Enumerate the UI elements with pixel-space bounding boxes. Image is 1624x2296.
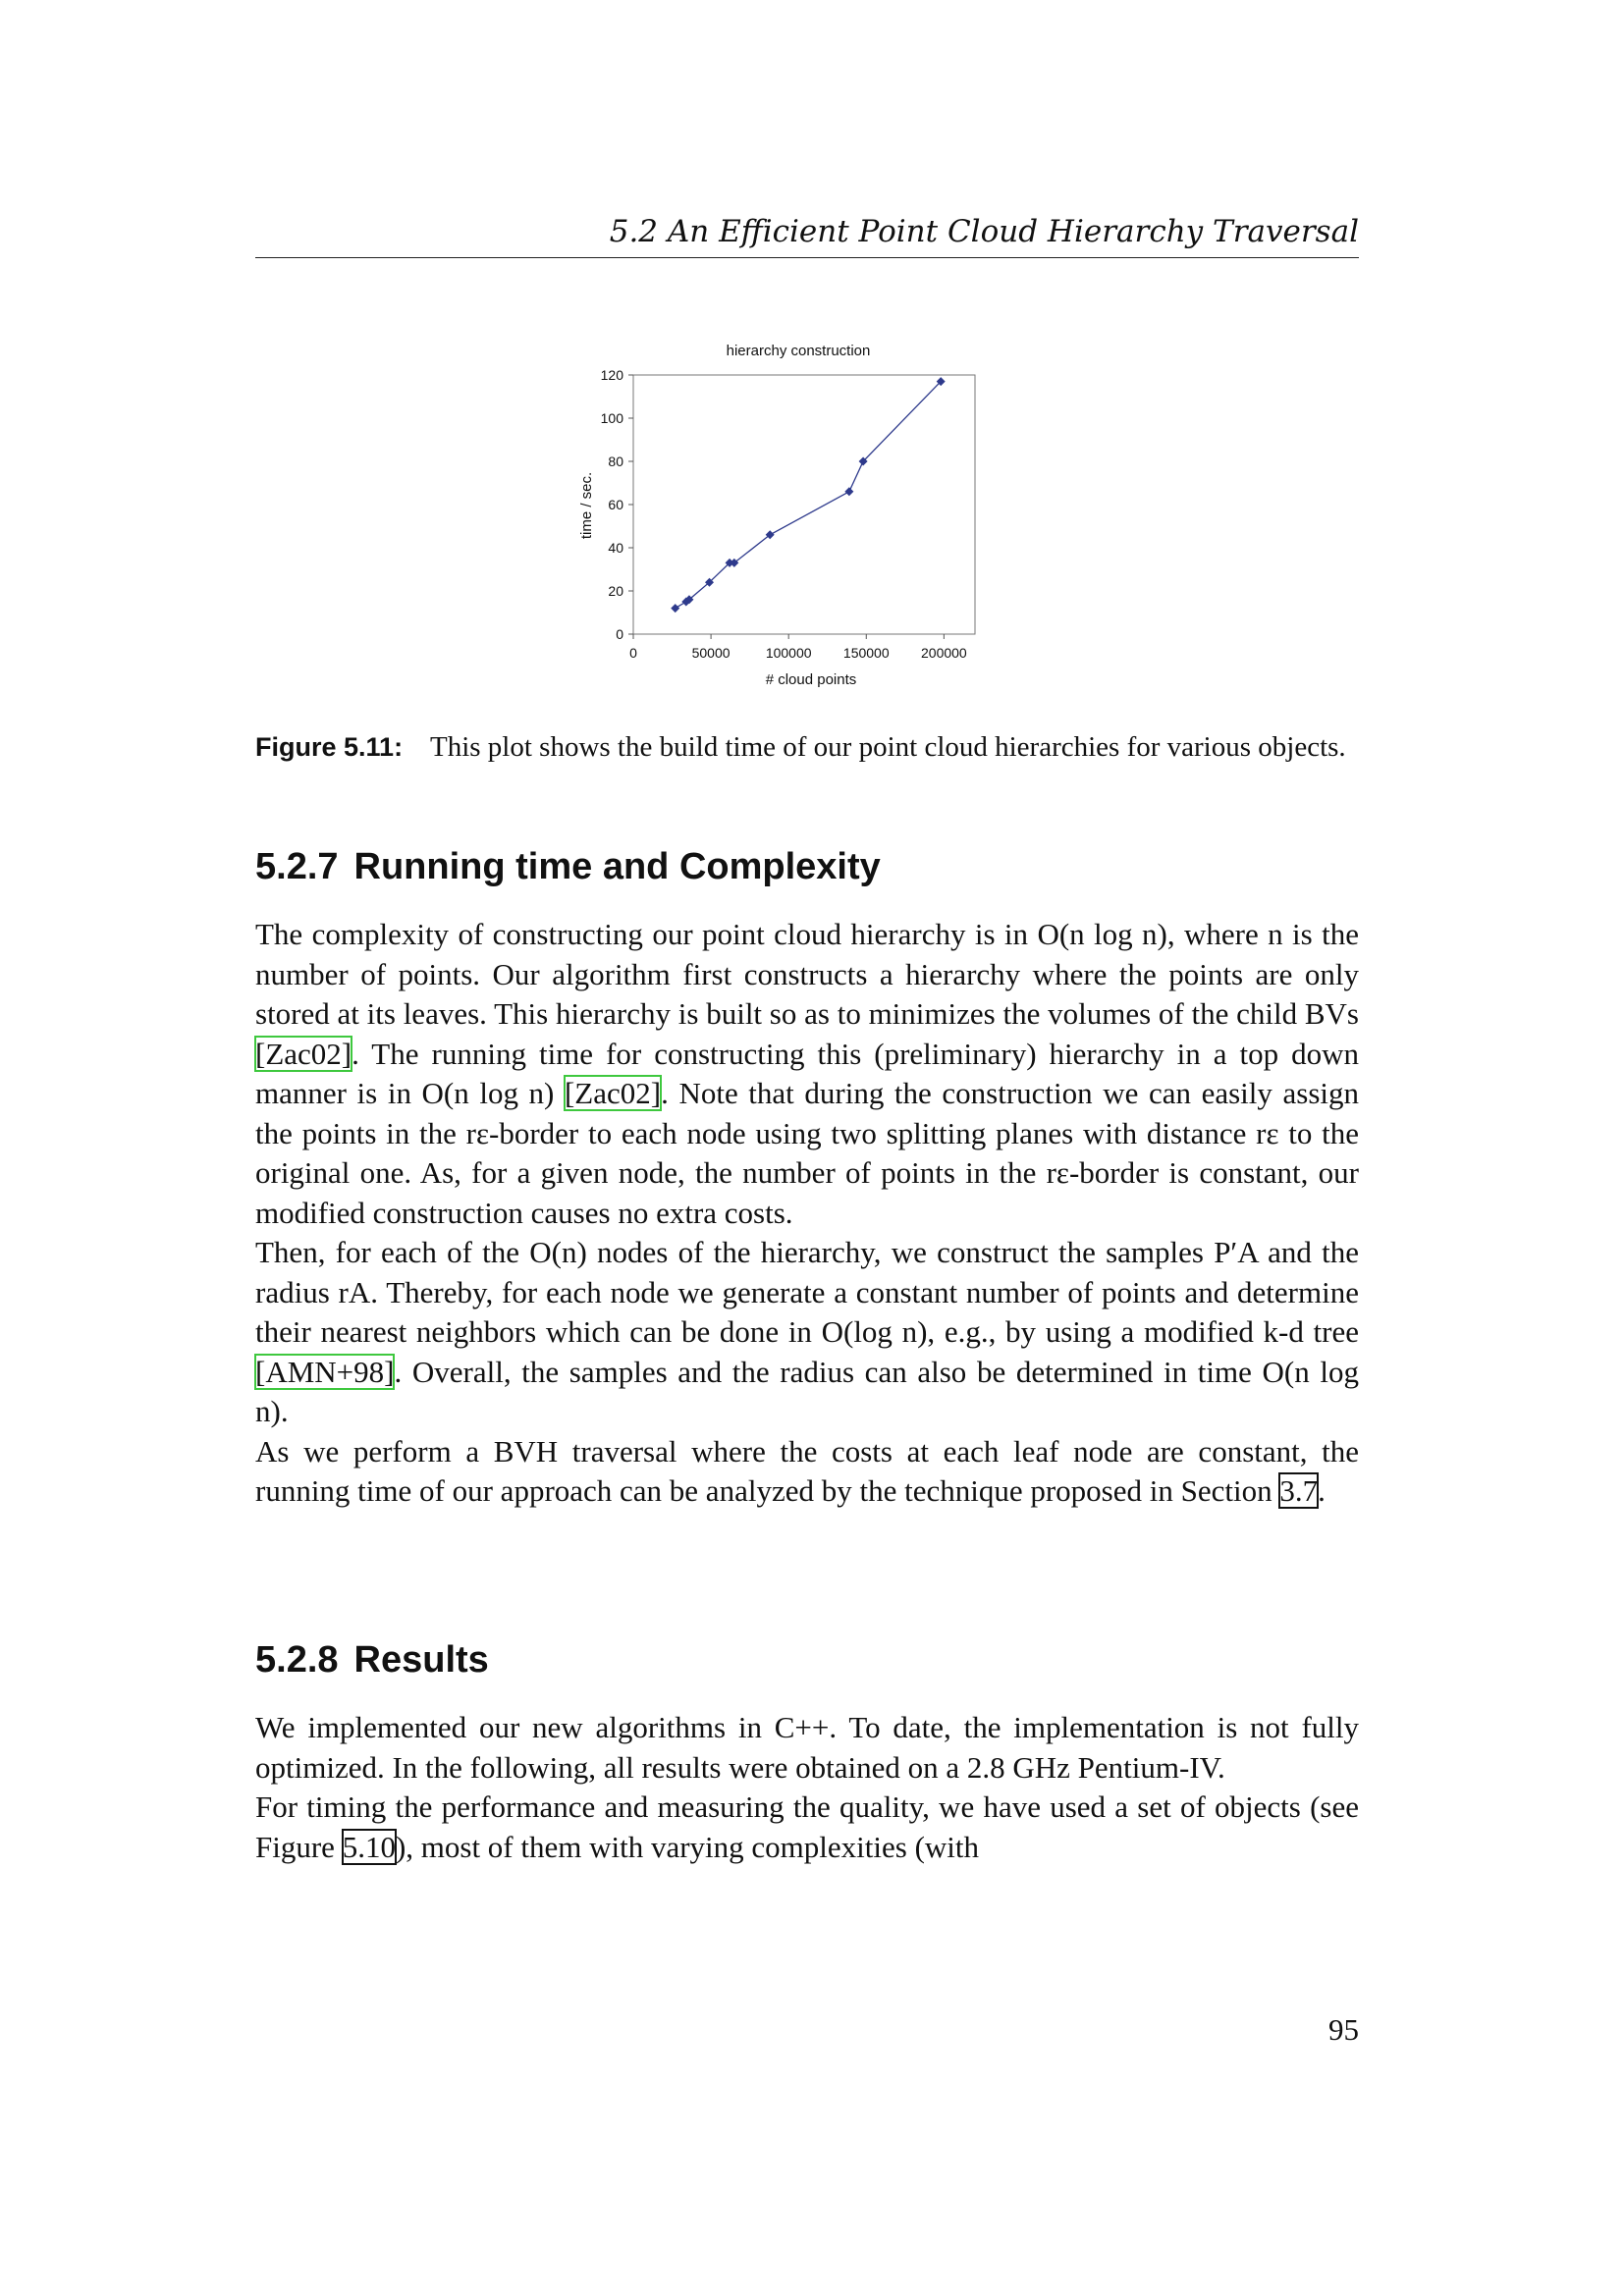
section-title: Results xyxy=(353,1639,489,1681)
x-tick-label: 50000 xyxy=(691,645,731,661)
paragraph-text: The complexity of constructing our point cloud hierarchy is in O(n log n), where n is the number of points. Our algorithm first constructs a hierarchy where the points are only stored at its leaves. This hierarchy is built so as to minimizes the volumes of the child BVs xyxy=(255,917,1359,1031)
y-tick-label: 0 xyxy=(616,626,623,642)
y-axis-label: time / sec. xyxy=(578,471,595,540)
paragraph-text: . xyxy=(1318,1473,1326,1508)
citation-link[interactable]: [AMN+98] xyxy=(255,1354,395,1389)
figure-caption-text: This plot shows the build time of our point cloud hierarchies for various objects. xyxy=(430,731,1346,763)
paragraph xyxy=(255,915,1359,1233)
y-tick-label: 20 xyxy=(608,583,623,599)
paragraph-text: For timing the performance and measuring the quality, we have used a set of objects (see Figure xyxy=(255,1789,1359,1864)
paragraph-text: . Note that during the construction we can easily assign the points in the rε-border to each node using two splitting planes with distance rε to the original one. As, for a given node, the number of points in the rε-border is constant, our modified construction causes no extra costs. xyxy=(255,1076,1359,1230)
paragraph: We implemented our new algorithms in C++. To date, the implementation is not fully optimized. In the following, all results were obtained on a 2.8 GHz Pentium-IV. xyxy=(255,1710,1359,1785)
x-tick-label: 200000 xyxy=(921,645,967,661)
running-header: 5.2 An Efficient Point Cloud Hierarchy Traversal xyxy=(255,214,1359,258)
page-number: 95 xyxy=(1328,2012,1359,2047)
x-tick-label: 0 xyxy=(629,645,637,661)
figure-caption xyxy=(255,728,1359,766)
data-point-marker xyxy=(671,604,679,613)
series-line xyxy=(676,382,942,609)
paragraph-text: ), most of them with varying complexities (with xyxy=(395,1829,980,1864)
paragraph-text: Then, for each of the O(n) nodes of the hierarchy, we construct the samples P′A and the radius rA. Thereby, for each node we generate a constant number of points and determine their nearest neighbors which can be done in O(log n), e.g., by using a modified k-d tree xyxy=(255,1235,1359,1349)
figure-reference-link[interactable]: 5.10 xyxy=(342,1829,396,1864)
section-5-2-8-body xyxy=(255,1708,1359,1867)
chart-title: hierarchy construction xyxy=(726,343,871,359)
figure-5-11 xyxy=(569,334,1021,697)
section-reference-link[interactable]: 3.7 xyxy=(1279,1473,1319,1508)
paragraph-text: As we perform a BVH traversal where the costs at each leaf node are constant, the running time of our approach can be analyzed by the technique proposed in Section xyxy=(255,1433,1359,1508)
x-tick-label: 150000 xyxy=(842,645,890,661)
section-heading-5-2-7 xyxy=(255,846,1359,888)
y-tick-label: 60 xyxy=(608,497,623,512)
paragraph xyxy=(255,1432,1359,1512)
section-heading-5-2-8 xyxy=(255,1639,1359,1682)
paragraph-text: . Overall, the samples and the radius can also be determined in time O(n log n). xyxy=(255,1354,1359,1428)
y-tick-label: 40 xyxy=(608,540,623,556)
x-tick-label: 100000 xyxy=(765,645,812,661)
section-number: 5.2.8 xyxy=(255,1639,339,1681)
figure-label: Figure 5.11: xyxy=(255,732,404,762)
paragraph xyxy=(255,1233,1359,1432)
paragraph xyxy=(255,1788,1359,1867)
citation-link[interactable]: [Zac02] xyxy=(255,1036,352,1071)
section-number: 5.2.7 xyxy=(255,846,339,887)
plot-area xyxy=(633,375,975,634)
paragraph-text: . The running time for constructing this (preliminary) hierarchy in a top down manner is in O(n log n) xyxy=(255,1036,1359,1110)
section-title: Running time and Complexity xyxy=(353,846,881,887)
y-tick-label: 120 xyxy=(600,367,623,383)
y-tick-label: 100 xyxy=(600,410,623,426)
data-point-marker xyxy=(844,487,853,496)
x-axis-label: # cloud points xyxy=(765,671,857,688)
hierarchy-construction-chart xyxy=(569,334,1021,697)
section-5-2-7-body xyxy=(255,915,1359,1512)
y-tick-label: 80 xyxy=(608,454,623,469)
citation-link[interactable]: [Zac02] xyxy=(564,1076,662,1110)
